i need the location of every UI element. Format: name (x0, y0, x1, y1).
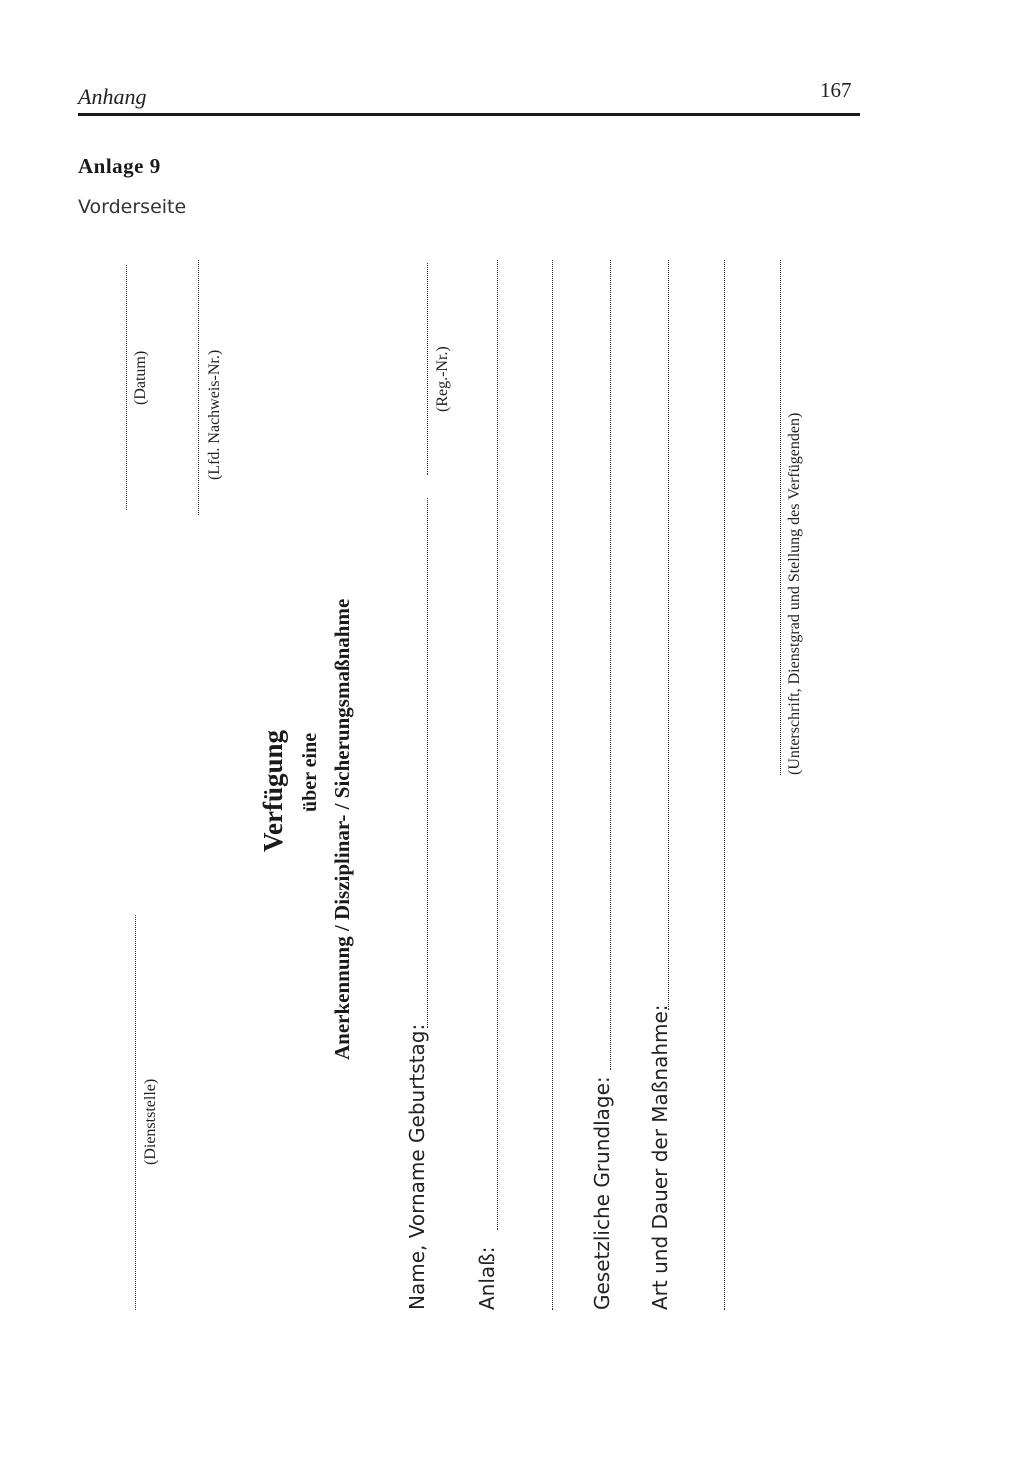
reg-line[interactable] (427, 263, 428, 475)
form-title: Verfügung (258, 729, 288, 852)
grundlage-label: Gesetzliche Grundlage: (590, 1076, 614, 1310)
datum-caption: (Datum) (132, 350, 149, 405)
dienststelle-caption: (Dienststelle) (142, 1078, 159, 1165)
signature-caption: (Unterschrift, Dienstgrad und Stellung des Verfügenden) (786, 412, 803, 775)
name-line[interactable] (427, 498, 428, 1028)
grundlage-line[interactable] (610, 260, 611, 1070)
datum-line (126, 265, 127, 510)
header-rule (78, 113, 860, 116)
nachweis-caption: (Lfd. Nachweis-Nr.) (206, 349, 223, 480)
annex-label: Anlage 9 (78, 154, 161, 178)
dienststelle-line (135, 915, 136, 1310)
form-measure: Anerkennung / Disziplinar- / Sicherungsmaßnahme (330, 598, 354, 1060)
running-header-section: Anhang (78, 84, 147, 109)
anlass-label: Anlaß: (475, 1246, 499, 1310)
nachweis-line (198, 260, 199, 515)
annex-side: Vorderseite (78, 196, 187, 218)
name-label: Name, Vorname Geburtstag: (405, 1023, 429, 1310)
page-number: 167 (820, 78, 852, 102)
anlass-line[interactable] (497, 260, 498, 1230)
rotated-form (100, 250, 830, 1310)
form-subtitle: über eine (299, 732, 321, 812)
art-label: Art und Dauer der Maßnahme: (648, 1004, 672, 1310)
art-line[interactable] (668, 260, 669, 1010)
reg-caption: (Reg.-Nr.) (434, 346, 451, 412)
art-line-2[interactable] (724, 260, 725, 1310)
anlass-line-2[interactable] (552, 260, 553, 1310)
signature-line[interactable] (780, 260, 781, 775)
